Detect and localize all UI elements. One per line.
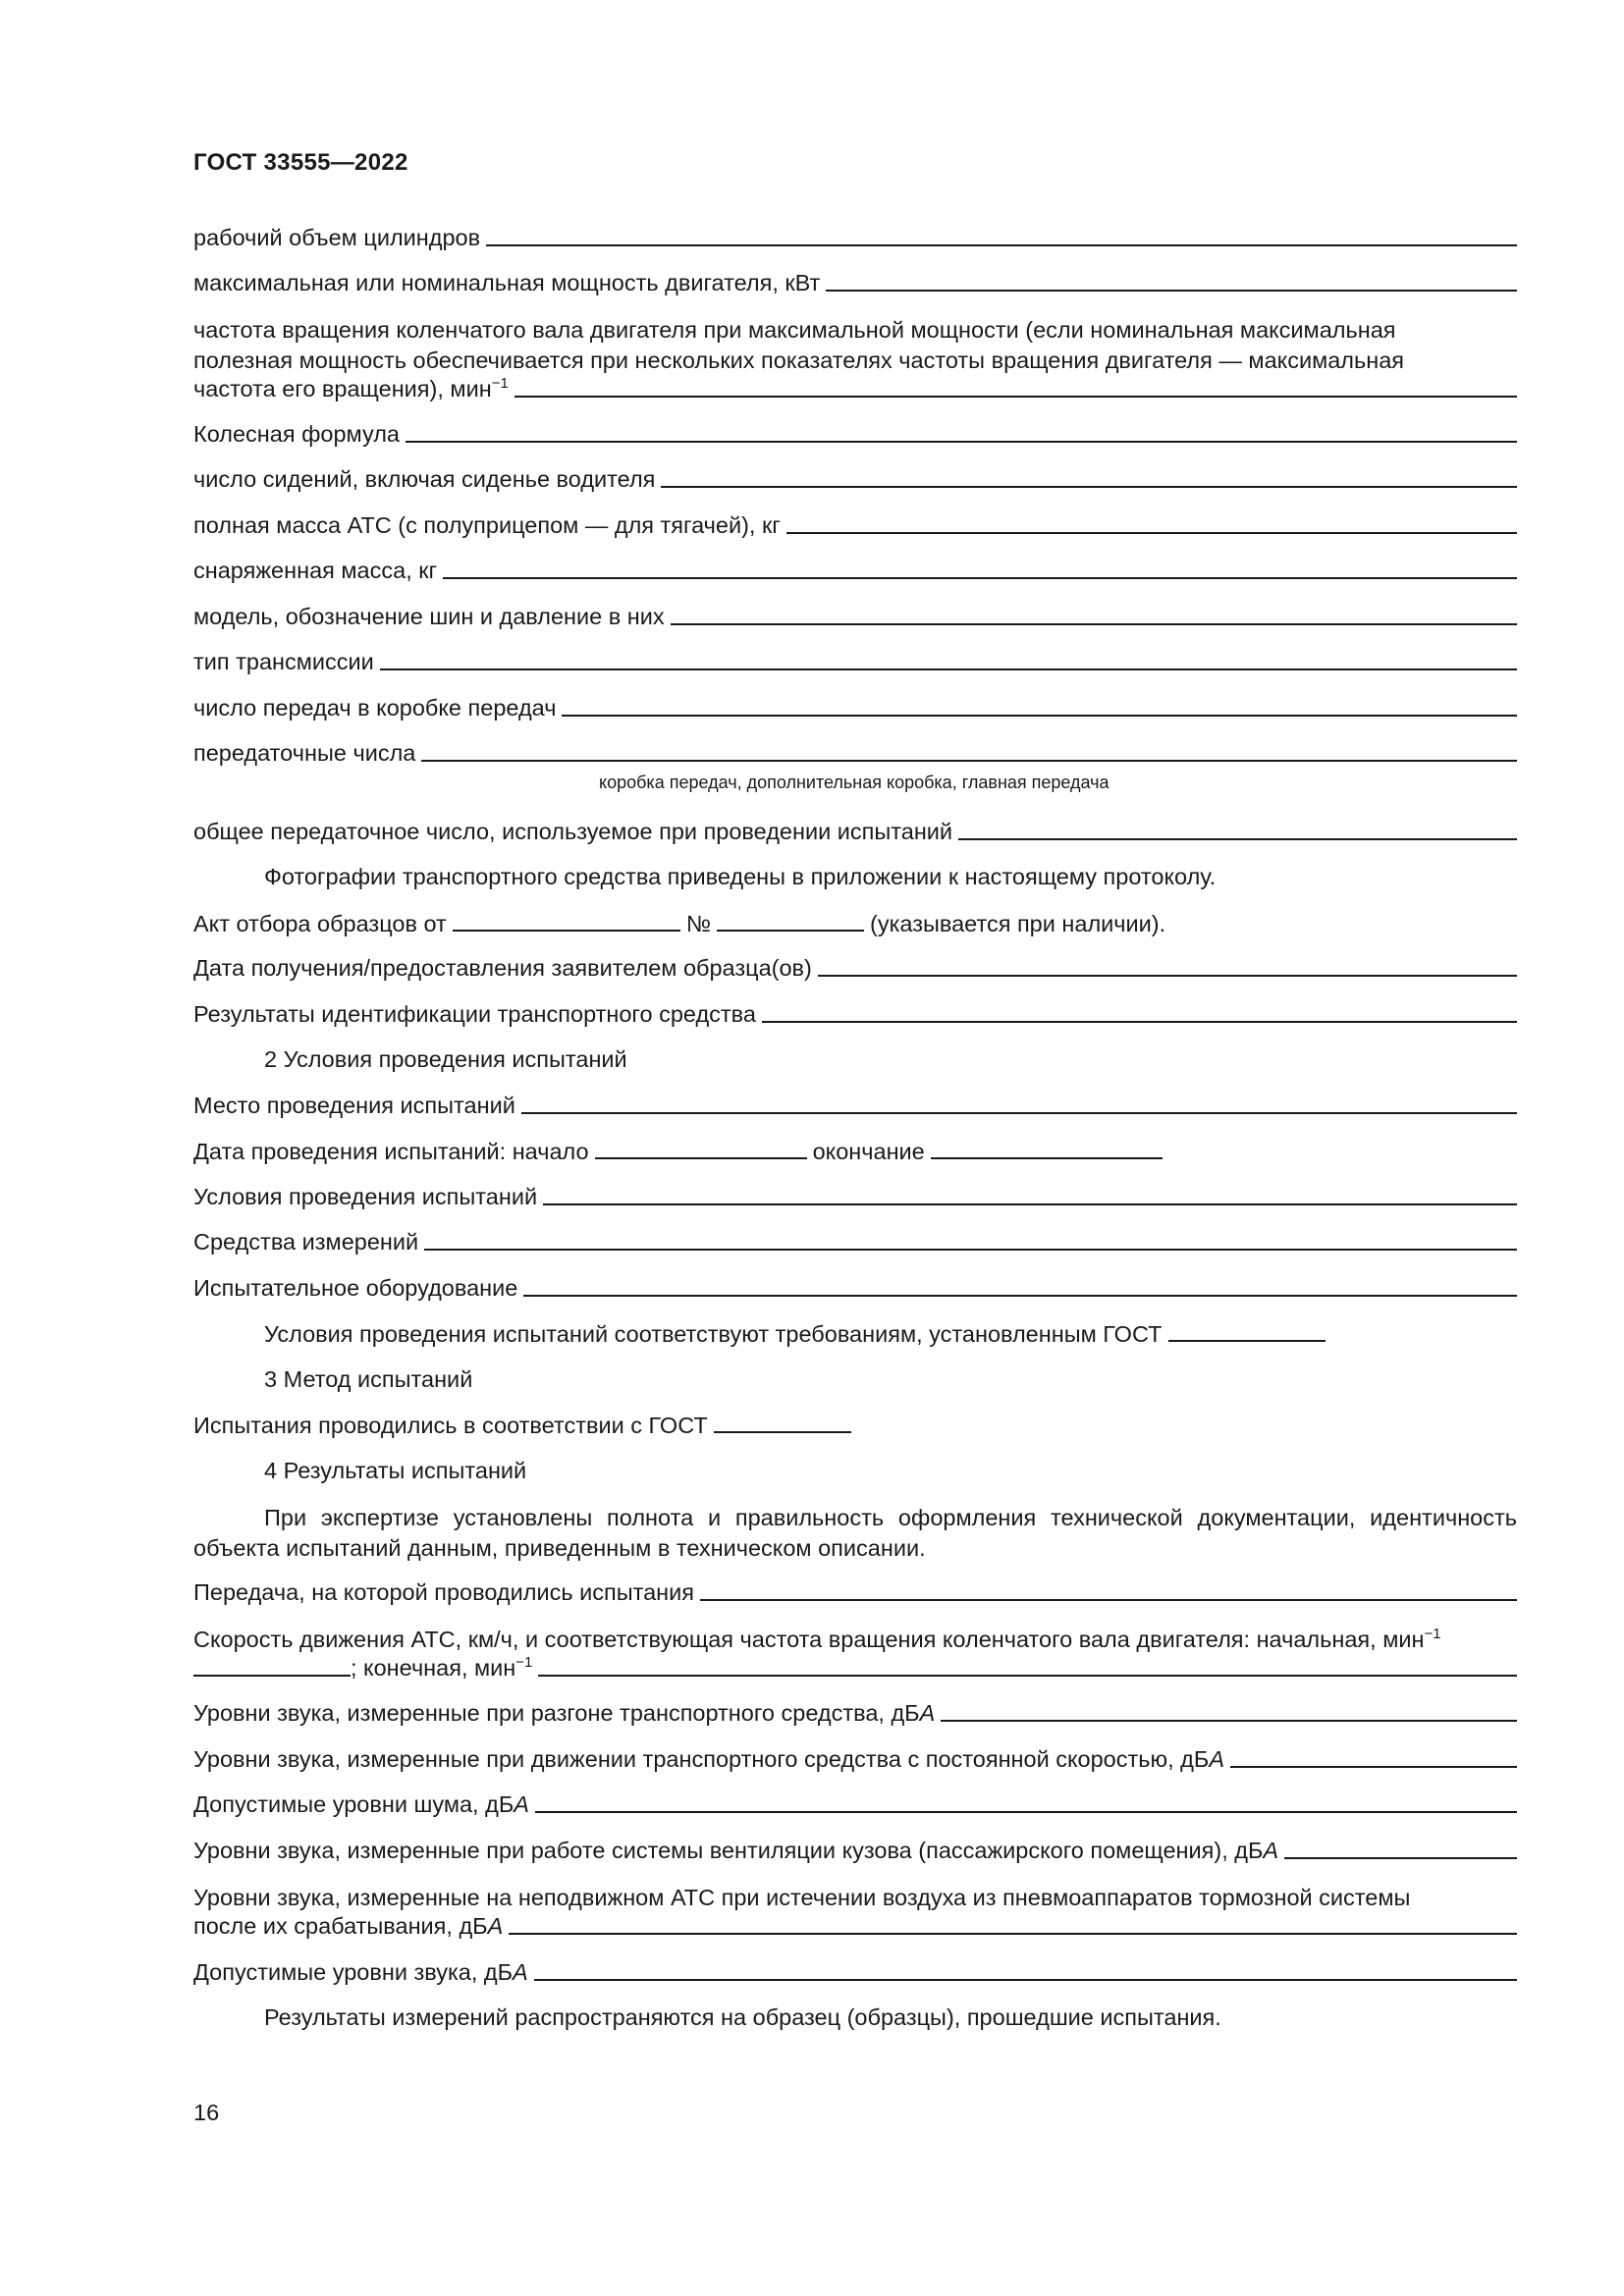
field-label: частота вращения коленчатого вала двигателя при максимальной мощности (если номинальная максимальная xyxy=(193,317,1396,343)
blank-line xyxy=(661,486,1517,488)
field-cylinder-volume xyxy=(193,225,1517,251)
blank-line xyxy=(931,1138,1163,1159)
field-noise-limits xyxy=(193,1791,1517,1818)
blank-line xyxy=(486,244,1517,246)
blank-line xyxy=(1168,1320,1326,1342)
field-label: снаряженная масса, кг xyxy=(193,558,438,583)
scope-note: Результаты измерений распространяются на образец (образцы), прошедшие испытания. xyxy=(264,2004,1221,2030)
field-speed-text xyxy=(193,1625,1517,1655)
field-ratios xyxy=(193,740,1517,767)
field-label: частота его вращения), мин xyxy=(193,376,492,401)
blank-line xyxy=(534,1979,1517,1981)
blank-line xyxy=(538,1675,1517,1677)
superscript: −1 xyxy=(1424,1626,1441,1643)
field-label: Испытания проводились в соответствии с ГОСТ xyxy=(193,1413,708,1438)
field-label: Испытательное оборудование xyxy=(193,1275,518,1301)
blank-line xyxy=(543,1203,1517,1205)
blank-line xyxy=(786,532,1517,534)
unit-letter: А xyxy=(1263,1838,1279,1863)
blank-line xyxy=(671,623,1517,625)
field-label: Уровни звука, измеренные при разгоне транспортного средства, дБ xyxy=(193,1700,920,1726)
document-header: ГОСТ 33555—2022 xyxy=(193,149,408,176)
blank-line xyxy=(941,1720,1517,1722)
field-label: число передач в коробке передач xyxy=(193,695,557,721)
field-identification xyxy=(193,1001,1517,1028)
field-label: полная масса АТС (с полуприцепом — для тягачей), кг xyxy=(193,512,781,538)
blank-line xyxy=(958,838,1517,840)
field-transmission xyxy=(193,649,1517,675)
blank-line xyxy=(443,577,1517,579)
field-label: Результаты идентификации транспортного средства xyxy=(193,1001,756,1027)
field-label: полезная мощность обеспечивается при нескольких показателях частоты вращения двигателя — максимальная xyxy=(193,347,1405,373)
blank-line xyxy=(514,396,1517,398)
field-air-release xyxy=(193,1913,1517,1940)
field-label: окончание xyxy=(812,1139,925,1164)
field-rpm xyxy=(193,376,1517,402)
field-air-release-text xyxy=(193,1883,1517,1913)
field-label: Уровни звука, измеренные при движении транспортного средства с постоянной скоростью, дБ xyxy=(193,1746,1210,1772)
field-label: общее передаточное число, используемое при проведении испытаний xyxy=(193,819,953,844)
blank-line xyxy=(424,1249,1517,1251)
field-ventilation-levels xyxy=(193,1838,1517,1864)
field-equipment xyxy=(193,1275,1517,1302)
blank-line xyxy=(762,1021,1517,1023)
blank-line xyxy=(562,715,1517,717)
field-label: Допустимые уровни шума, дБ xyxy=(193,1791,514,1817)
field-label: Условия проведения испытаний соответствуют требованиям, установленным ГОСТ xyxy=(264,1321,1163,1347)
field-label: (указывается при наличии). xyxy=(870,911,1166,936)
unit-letter: А xyxy=(1209,1746,1225,1772)
superscript: −1 xyxy=(515,1654,533,1672)
field-test-dates xyxy=(193,1138,1517,1165)
field-rpm-text-1 xyxy=(193,315,1517,346)
field-curb-mass xyxy=(193,558,1517,584)
field-engine-power xyxy=(193,270,1517,296)
field-label: Место проведения испытаний xyxy=(193,1093,515,1118)
field-label: ; конечная, мин xyxy=(351,1655,516,1681)
field-label: Допустимые уровни звука, дБ xyxy=(193,1959,514,1985)
field-label: Дата получения/предоставления заявителем образца(ов) xyxy=(193,955,812,981)
field-gear-used xyxy=(193,1579,1517,1606)
field-label: передаточные числа xyxy=(193,740,416,766)
field-receipt-date xyxy=(193,955,1517,982)
blank-line xyxy=(826,290,1517,292)
blank-line xyxy=(453,910,680,932)
field-label: число сидений, включая сиденье водителя xyxy=(193,466,656,492)
field-label: Колесная формула xyxy=(193,421,400,447)
blank-line xyxy=(521,1112,1517,1114)
field-label: Уровни звука, измеренные на неподвижном АТС при истечении воздуха из пневмоаппаратов тормозной системы xyxy=(193,1885,1411,1910)
unit-letter: А xyxy=(514,1791,529,1817)
field-ratios-hint: коробка передач, дополнительная коробка, главная передача xyxy=(599,773,1110,792)
field-tires xyxy=(193,604,1517,630)
section-3-heading: 3 Метод испытаний xyxy=(264,1366,473,1392)
field-label: № xyxy=(685,911,712,936)
superscript: −1 xyxy=(491,375,509,393)
field-label: Скорость движения АТС, км/ч, и соответствующая частота вращения коленчатого вала двигателя: начальная, мин xyxy=(193,1627,1425,1652)
field-label: тип трансмиссии xyxy=(193,649,374,674)
blank-line xyxy=(535,1811,1517,1813)
unit-letter: А xyxy=(919,1700,936,1726)
field-label: максимальная или номинальная мощность двигателя, кВт xyxy=(193,270,821,295)
field-test-place xyxy=(193,1093,1517,1119)
field-constant-speed-levels xyxy=(193,1746,1517,1773)
blank-line xyxy=(1230,1766,1517,1768)
field-label: модель, обозначение шин и давление в них xyxy=(193,604,665,629)
field-label: Средства измерений xyxy=(193,1229,419,1255)
field-label: рабочий объем цилиндров xyxy=(193,225,481,250)
expertise-paragraph: При экспертизе установлены полнота и правильность оформления технической документации, идентичность объекта испытаний данным, приведенным в техническом описании. xyxy=(193,1505,1517,1561)
field-label: Акт отбора образцов от xyxy=(193,911,447,936)
blank-line xyxy=(406,441,1517,443)
field-label: Условия проведения испытаний xyxy=(193,1184,538,1209)
field-compliance xyxy=(193,1320,1517,1348)
blank-line xyxy=(717,910,864,932)
field-sampling-act xyxy=(193,910,1517,937)
blank-line xyxy=(818,975,1517,977)
blank-line xyxy=(421,760,1517,762)
blank-line xyxy=(193,1675,351,1677)
field-instruments xyxy=(193,1229,1517,1255)
blank-line xyxy=(509,1933,1517,1935)
field-gross-mass xyxy=(193,512,1517,539)
field-sound-limits xyxy=(193,1959,1517,1986)
field-accel-levels xyxy=(193,1700,1517,1727)
blank-line xyxy=(523,1295,1517,1297)
field-label: Уровни звука, измеренные при работе системы вентиляции кузова (пассажирского помещения), дБ xyxy=(193,1838,1264,1863)
unit-letter: А xyxy=(487,1913,504,1939)
section-2-heading: 2 Условия проведения испытаний xyxy=(264,1046,627,1072)
field-total-ratio xyxy=(193,819,1517,845)
field-label: Дата проведения испытаний: начало xyxy=(193,1139,589,1164)
field-speed xyxy=(193,1655,1517,1682)
field-gears xyxy=(193,695,1517,721)
blank-line xyxy=(714,1412,851,1433)
page-number: 16 xyxy=(193,2100,220,2125)
blank-line xyxy=(700,1599,1517,1601)
field-rpm-text-2 xyxy=(193,346,1517,376)
field-seats xyxy=(193,466,1517,493)
unit-letter: А xyxy=(513,1959,528,1985)
field-test-method xyxy=(193,1412,1517,1439)
blank-line xyxy=(1284,1857,1517,1859)
section-4-heading: 4 Результаты испытаний xyxy=(264,1458,527,1483)
field-label: после их срабатывания, дБ xyxy=(193,1913,488,1939)
blank-line xyxy=(380,668,1517,670)
field-wheel-formula xyxy=(193,421,1517,448)
field-label: Передача, на которой проводились испытания xyxy=(193,1579,694,1605)
field-test-conditions xyxy=(193,1184,1517,1210)
blank-line xyxy=(595,1138,807,1159)
photos-note: Фотографии транспортного средства приведены в приложении к настоящему протоколу. xyxy=(264,864,1217,889)
